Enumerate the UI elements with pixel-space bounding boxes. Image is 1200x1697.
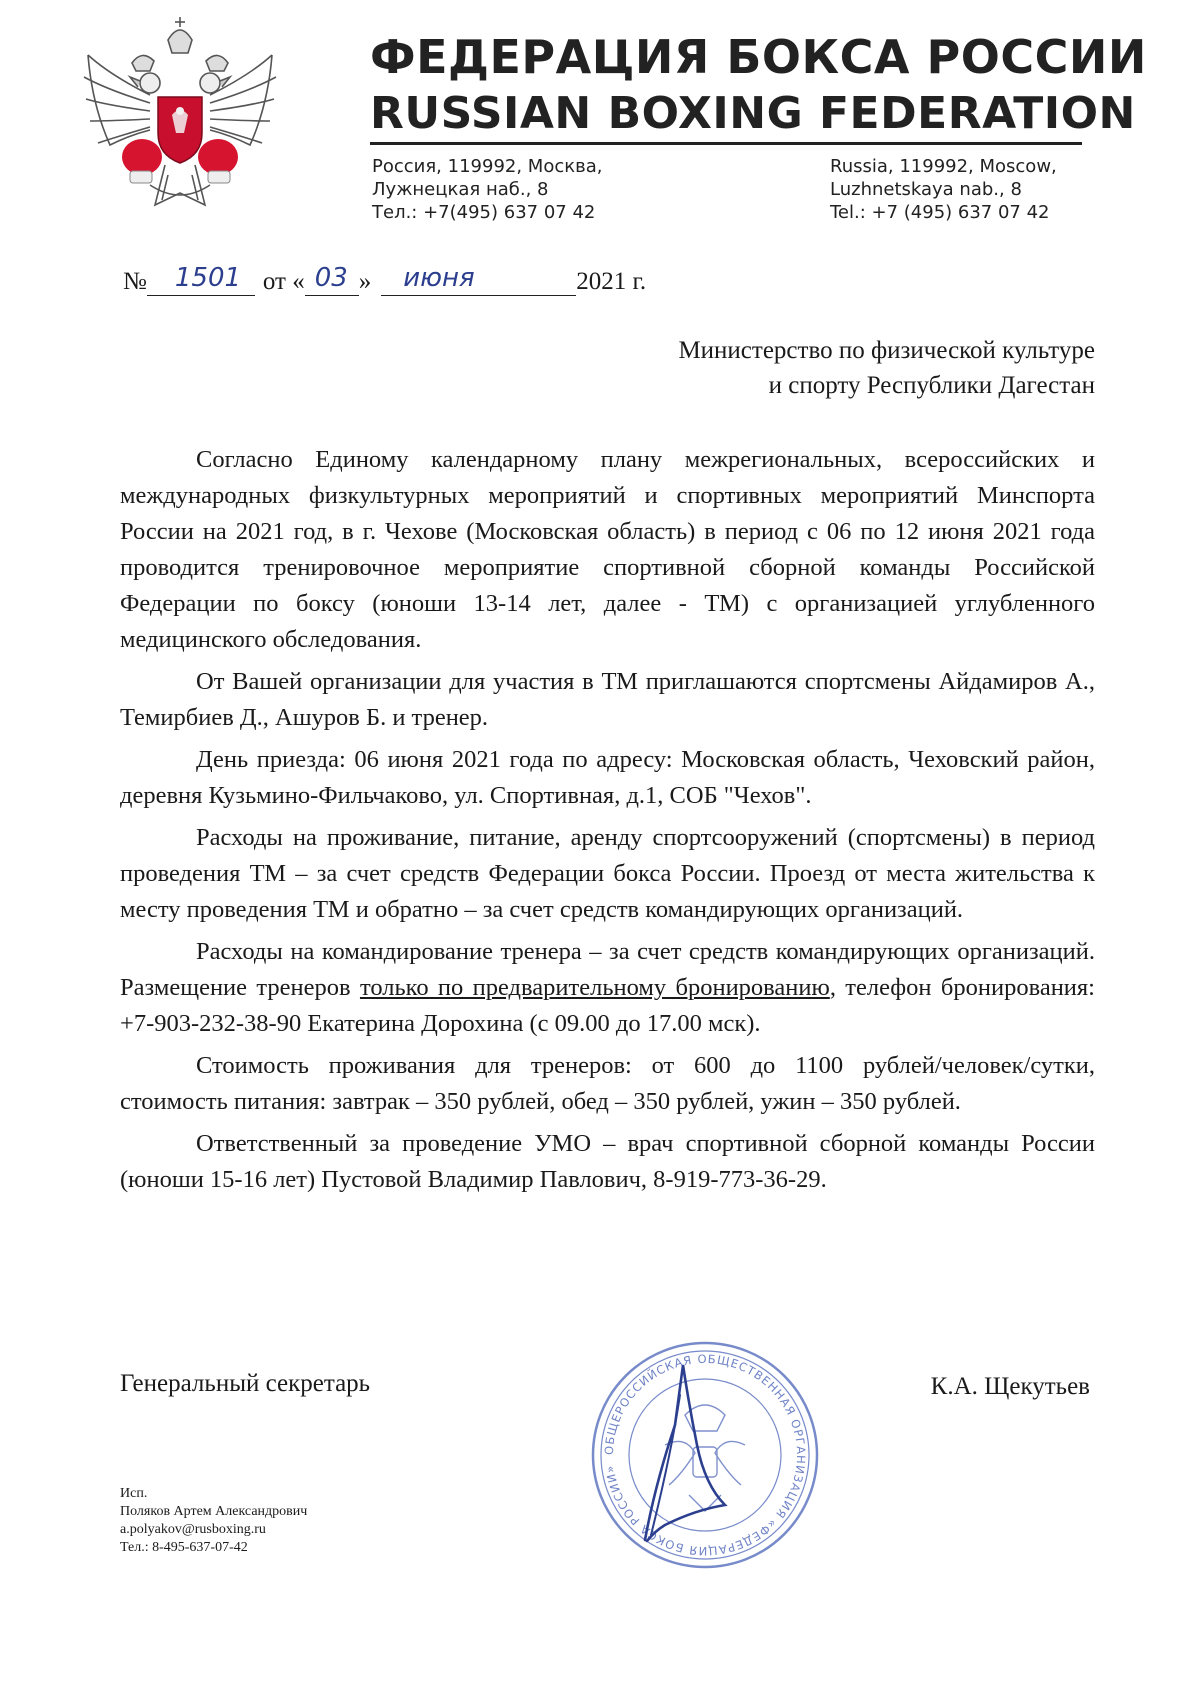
federation-emblem-logo <box>80 15 280 225</box>
paragraph: Стоимость проживания для тренеров: от 600 до 1100 рублей/человек/сутки, стоимость питания: завтрак – 350 рублей, обед – 350 рублей, ужин – 350 рублей. <box>120 1052 1095 1115</box>
day-field <box>305 263 359 296</box>
underlined-text: только по предварительному бронированию <box>359 974 830 1001</box>
executor-label: Исп. <box>120 1486 148 1501</box>
paragraph-text: , телефон бронирования: +7-903-232-38-90 Екатерина Дорохина (с 09.00 до 17.00 мск). <box>120 974 1095 1037</box>
date-quote-close: » <box>358 268 372 295</box>
registration-day: 03 <box>314 263 348 293</box>
executor-email: a.polyakov@rusboxing.ru <box>120 1522 266 1537</box>
executor-block <box>120 1485 307 1557</box>
address-en-line: Luzhnetskaya nab., 8 <box>830 179 1022 200</box>
address-ru <box>372 155 602 224</box>
address-en-line: Tel.: +7 (495) 637 07 42 <box>830 202 1050 223</box>
addressee-line: и спорту Республики Дагестан <box>768 372 1095 399</box>
stamp-ring-text: ОБЩЕРОССИЙСКАЯ ОБЩЕСТВЕННАЯ ОРГАНИЗАЦИЯ «ФЕДЕРАЦИЯ БОКСА РОССИИ» <box>601 1351 809 1559</box>
address-en <box>830 155 1057 224</box>
registration-line <box>123 263 647 296</box>
header-divider <box>370 142 1082 145</box>
paragraph-text: Расходы на командирование тренера – за счет средств командирующих организаций. Размещение тренеров <box>120 938 1095 1001</box>
address-ru-line: Лужнецкая наб., 8 <box>372 179 549 200</box>
paragraph <box>120 934 1095 1042</box>
executor-phone: Тел.: 8-495-637-07-42 <box>120 1540 248 1555</box>
registration-month: июня <box>403 263 475 293</box>
paragraph: Согласно Единому календарному плану межрегиональных, всероссийских и международных физкультурных мероприятий и спортивных мероприятий Минспорта России на 2021 год, в г. Чехове (Московская область) в период с 06 по 12 июня 2021 года проводится тренировочное мероприятие спортивной сборной команды Российской Федерации по боксу (юноши 13-14 лет, далее - ТМ) с организацией углубленного медицинского обследования. <box>120 446 1095 653</box>
paragraph: День приезда: 06 июня 2021 года по адресу: Московская область, Чеховский район, деревня Кузьмино-Фильчаково, ул. Спортивная, д.1, СОБ "Чехов". <box>120 746 1095 809</box>
address-ru-line: Россия, 119992, Москва, <box>372 156 603 177</box>
addressee-line: Министерство по физической культуре <box>678 337 1095 364</box>
executor-name: Поляков Артем Александрович <box>120 1504 308 1519</box>
registration-number: 1501 <box>174 263 242 293</box>
paragraph: От Вашей организации для участия в ТМ приглашаются спортсмены Айдамиров А., Темирбиев Д., Ашуров Б. и тренер. <box>120 668 1095 731</box>
address-en-line: Russia, 119992, Moscow, <box>830 156 1057 177</box>
org-name-ru: ФЕДЕРАЦИЯ БОКСА РОССИИ <box>370 30 1147 84</box>
official-stamp <box>585 1335 825 1575</box>
number-field <box>147 263 255 296</box>
paragraph: Расходы на проживание, питание, аренду спортсооружений (спортсмены) в период проведения ТМ – за счет средств Федерации бокса России. Проезд от места жительства к месту проведения ТМ и обратно – за счет средств командирующих организаций. <box>120 824 1095 923</box>
paragraph: Ответственный за проведение УМО – врач спортивной сборной команды России (юноши 15-16 лет) Пустовой Владимир Павлович, 8-919-773-36-29. <box>120 1130 1095 1193</box>
signatory-title: Генеральный секретарь <box>120 1370 371 1397</box>
month-field <box>381 263 576 296</box>
org-name-en: RUSSIAN BOXING FEDERATION <box>370 88 1136 139</box>
number-label: № <box>123 268 147 295</box>
svg-text:ОБЩЕРОССИЙСКАЯ ОБЩЕСТВЕННАЯ ОР <box>602 1352 808 1558</box>
date-from-label: от « <box>262 268 305 295</box>
registration-year: 2021 г. <box>576 268 647 295</box>
letter-body <box>120 442 1095 1198</box>
addressee <box>678 333 1095 403</box>
address-ru-line: Тел.: +7(495) 637 07 42 <box>372 202 596 223</box>
signatory-name: К.А. Щекутьев <box>930 1373 1090 1400</box>
